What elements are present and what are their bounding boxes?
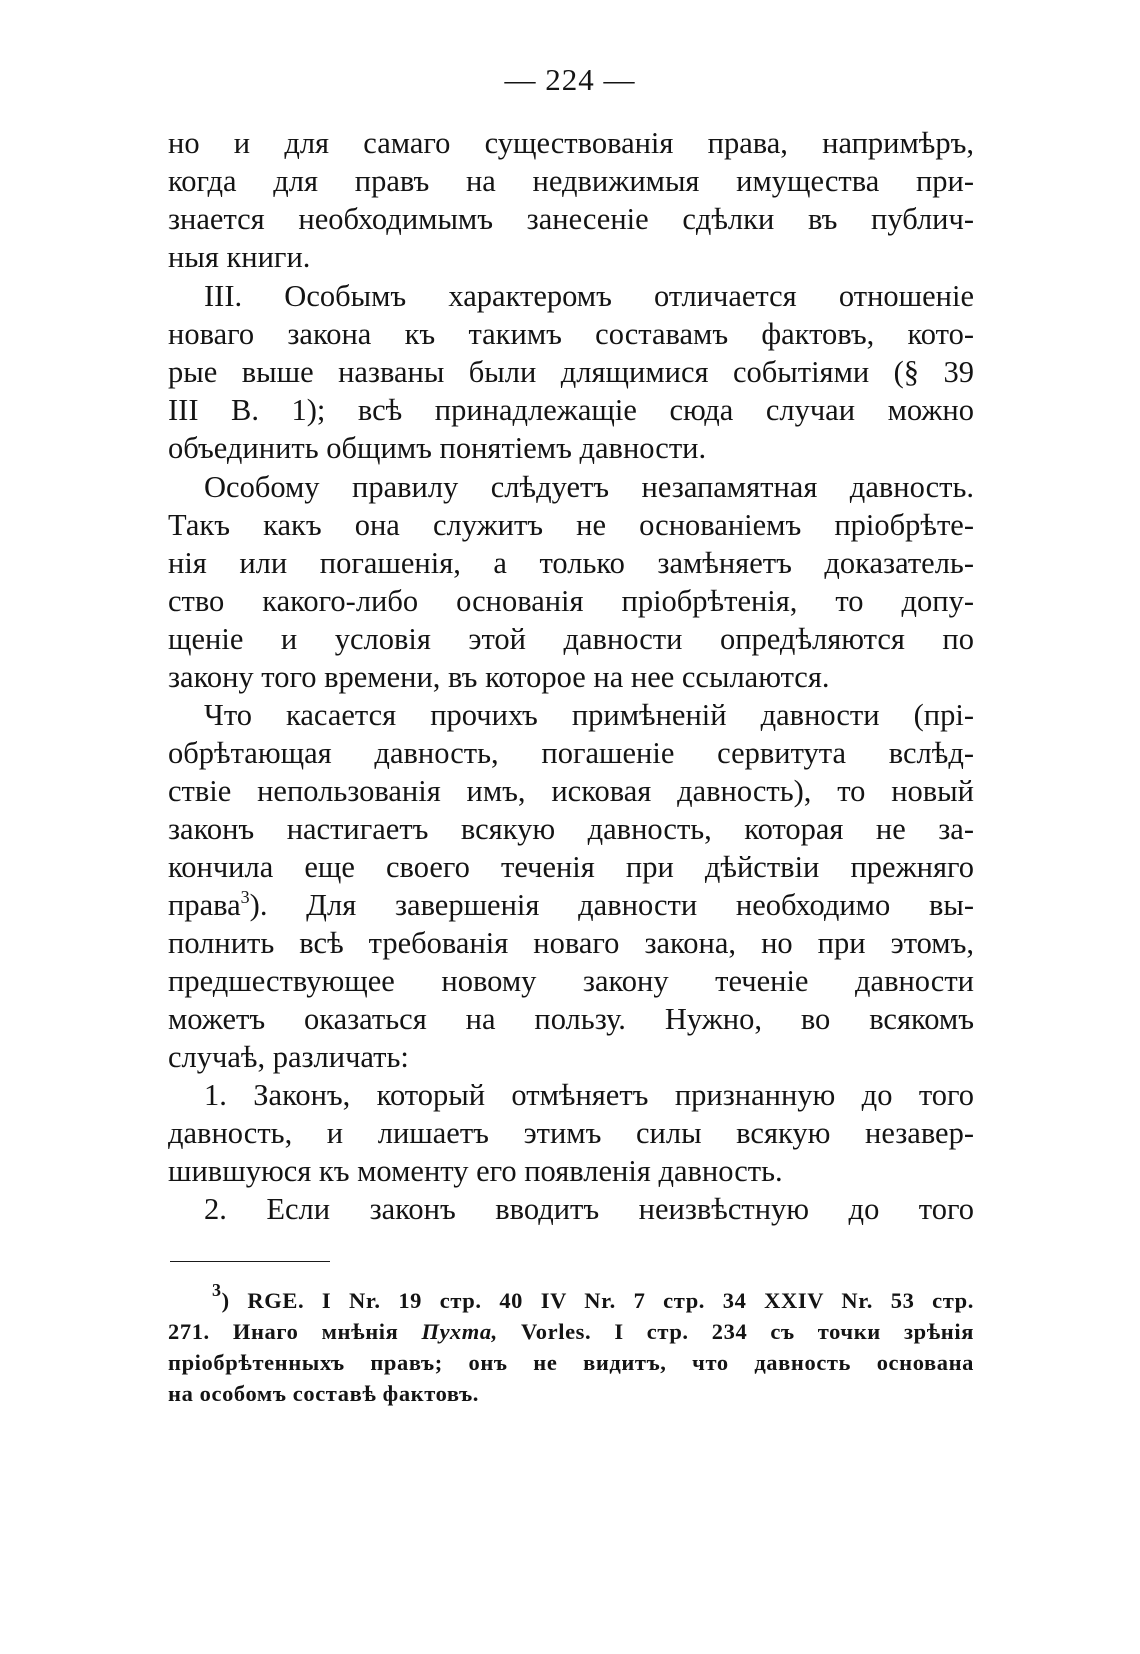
text-line: новаго закона къ такимъ составамъ фактовъ, кото-	[168, 317, 974, 351]
text-line: случаѣ, различать:	[168, 1040, 409, 1074]
text-line: III. Особымъ характеромъ отличается отношеніе	[204, 279, 974, 313]
text-line: предшествующее новому закону теченіе давности	[168, 964, 974, 998]
text-line: кончила еще своего теченія при дѣйствіи прежняго	[168, 850, 974, 884]
text-line: щеніе и условія этой давности опредѣляются по	[168, 622, 974, 656]
text-line: ныя книги.	[168, 240, 311, 274]
text-line: но и для самаго существованія права, напримѣръ,	[168, 126, 974, 160]
text-line: 1. Законъ, который отмѣняетъ признанную до того	[204, 1078, 974, 1112]
footnote-line: пріобрѣтенныхъ правъ; онъ не видитъ, что давность основана	[168, 1350, 974, 1375]
text-line: III B. 1); всѣ принадлежащіе сюда случаи можно	[168, 393, 974, 427]
footnote	[168, 1280, 974, 1409]
text-line: объединить общимъ понятіемъ давности.	[168, 431, 707, 465]
text-line: Особому правилу слѣдуетъ незапамятная давность.	[204, 470, 974, 504]
text-line: обрѣтающая давность, погашеніе сервитута вслѣд-	[168, 736, 974, 770]
text-line: нія или погашенія, а только замѣняетъ доказатель-	[168, 546, 974, 580]
paragraph-3	[168, 468, 974, 696]
text-line: Что касается прочихъ примѣненій давности (прі-	[204, 698, 974, 732]
text-line: давность, и лишаетъ этимъ силы всякую незавер-	[168, 1116, 974, 1150]
text-line	[168, 886, 974, 924]
footnote-ref: 3	[240, 887, 250, 907]
text-line: шившуюся къ моменту его появленія давность.	[168, 1154, 783, 1188]
paragraph-1	[168, 124, 974, 276]
text-line: когда для правъ на недвижимыя имущества при-	[168, 164, 974, 198]
text-fragment: Vorles. I стр. 234 съ точки зрѣнія	[497, 1319, 974, 1344]
paragraph-4	[168, 696, 974, 1076]
text-line: Такъ какъ она служитъ не основаніемъ пріобрѣте-	[168, 508, 974, 542]
paragraph-2	[168, 277, 974, 467]
text-fragment: права	[168, 888, 241, 922]
footnote-line	[168, 1280, 974, 1316]
footnote-line	[168, 1316, 974, 1347]
text-line: ствіе непользованія имъ, исковая давность), то новый	[168, 774, 974, 808]
page-number: — 224 —	[504, 62, 636, 97]
footnote-marker: 3	[212, 1280, 222, 1300]
paragraph-5	[168, 1076, 974, 1190]
text-line: закону того времени, въ которое на нее ссылаются.	[168, 660, 830, 694]
text-line: ство какого-либо основанія пріобрѣтенія, то допу-	[168, 584, 974, 618]
text-line: рые выше названы были длящимися событіями (§ 39	[168, 355, 974, 389]
author-name: Пухта,	[421, 1319, 498, 1344]
text-fragment: ) RGE. I Nr. 19 стр. 40 IV Nr. 7 стр. 34 XXIV Nr. 53 стр.	[221, 1288, 974, 1313]
footnote-divider	[170, 1261, 330, 1262]
paragraph-6	[168, 1190, 974, 1228]
text-line: полнить всѣ требованія новаго закона, но при этомъ,	[168, 926, 974, 960]
text-line: знается необходимымъ занесеніе сдѣлки въ публич-	[168, 202, 974, 236]
text-fragment: 271. Инаго мнѣнія	[168, 1319, 422, 1344]
footnote-line: на особомъ составѣ фактовъ.	[168, 1381, 480, 1406]
text-line: законъ настигаетъ всякую давность, которая не за-	[168, 812, 974, 846]
text-fragment: ). Для завершенія давности необходимо вы-	[249, 888, 974, 922]
text-line: 2. Если законъ вводитъ неизвѣстную до того	[204, 1192, 974, 1226]
text-line: можетъ оказаться на пользу. Нужно, во всякомъ	[168, 1002, 974, 1036]
